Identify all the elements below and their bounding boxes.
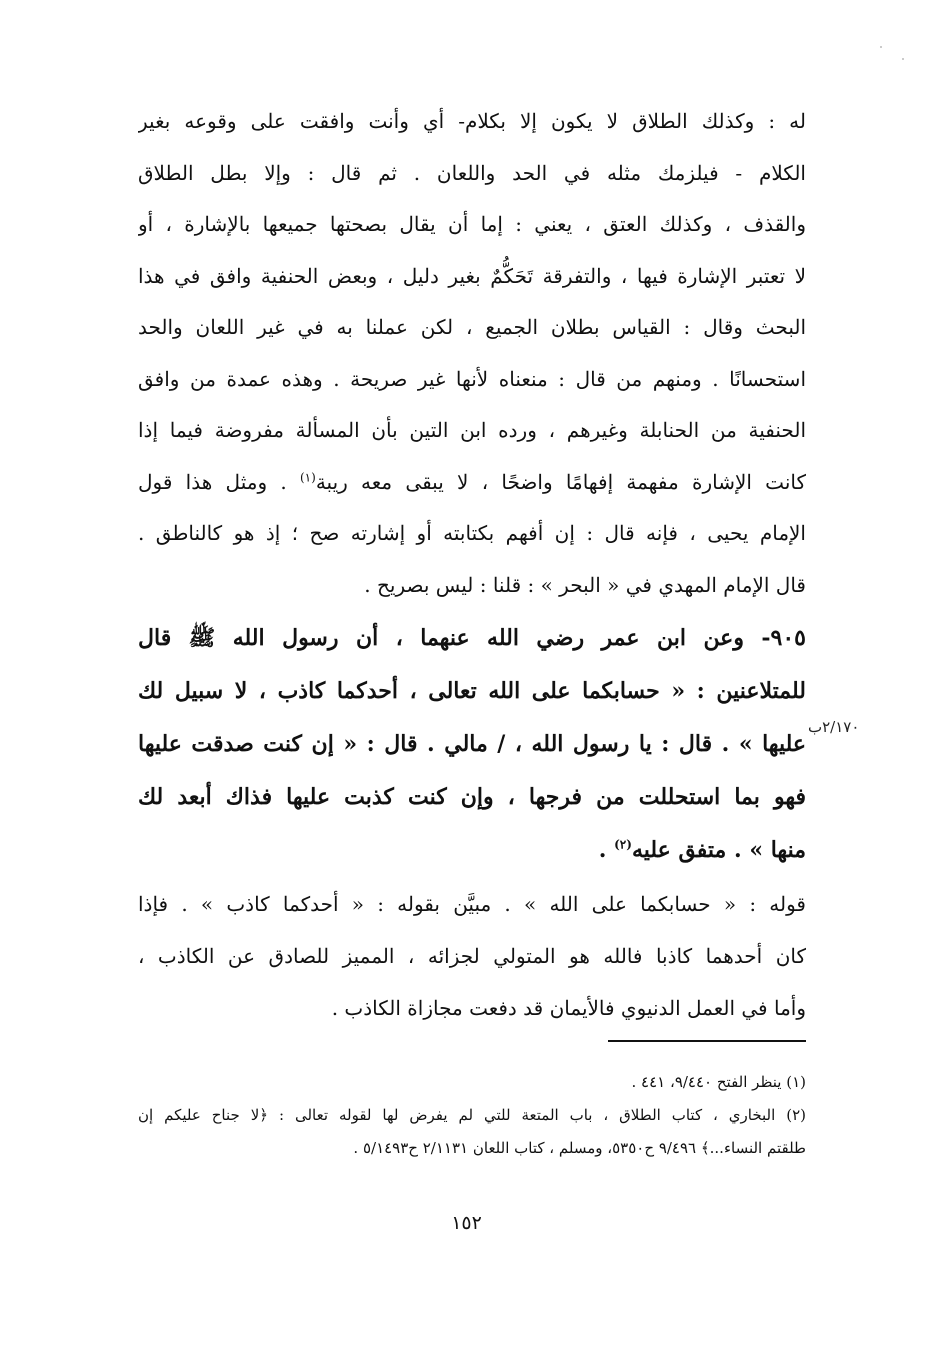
hadith-line: فهو بما استحللت من فرجها ، وإن كنت كذبت عليها فذاك أبعد لك — [138, 784, 806, 810]
text-line: قال الإمام المهدي في « البحر » : قلنا : ليس بصريح . — [364, 572, 806, 597]
commentary-paragraph — [138, 878, 806, 1034]
hadith-line: ٩٠٥- وعن ابن عمر رضي الله عنهما ، أن رسول الله ﷺ قال — [138, 625, 806, 651]
text-line: استحسانًا . ومنهم من قال : منعناه لأنها غير صريحة . وهذه عمدة من وافق — [138, 366, 806, 391]
text-line: والقذف ، وكذلك العتق ، يعني : إما أن يقال بصحتها جميعها بالإشارة ، أو — [138, 212, 806, 236]
text-line: الإمام يحيى ، فإنه قال : إن أفهم بكتابته أو إشارته صح ؛ إذ هو كالناطق . — [138, 521, 806, 545]
text-line: الكلام - فيلزمك مثله في الحد واللعان . ثم قال : وإلا بطل الطلاق — [138, 160, 806, 185]
text-line: الحنفية من الحنابلة وغيرهم ، ورده ابن التين بأن المسألة مفروضة فيما إذا — [138, 418, 806, 442]
footnote-1: (١) ينظر الفتح ٩/٤٤٠، ٤٤١ . — [631, 1073, 806, 1091]
text-line: كان أحدهما كاذبا فالله هو المتولي لجزائه ، المميز للصادق عن الكاذب ، — [138, 944, 806, 968]
footnote-separator — [608, 1040, 806, 1042]
text-line: له : وكذلك الطلاق لا يكون إلا بكلام- أي وأنت وافقت على وقوعه بغير — [138, 109, 806, 133]
text-segment: منها » . متفق عليه — [631, 837, 806, 863]
text-line: قوله : « حسابكما على الله » . مبيَّن بقوله : « أحدكما كاذب » . فإذا — [138, 892, 806, 916]
text-line: لا تعتبر الإشارة فيها ، والتفرقة تَحَكُّمٌ بغير دليل ، وبعض الحنفية وافق في هذا — [138, 263, 806, 288]
footnote-marker: (١) — [299, 469, 316, 484]
text-line: البحث وقال : القياس بطلان الجميع ، لكن عملنا به في غير اللعان والحد — [138, 315, 806, 339]
text-segment: كانت الإشارة مفهمة إفهامًا واضحًا ، لا يبقى معه ريبة — [315, 469, 806, 494]
footnote-2: (٢) البخاري ، كتاب الطلاق ، باب المتعة للتي لم يفرض لها لقوله تعالى : ﴿لا جناح عليكم إن — [138, 1106, 806, 1124]
footnotes — [138, 1066, 806, 1165]
scan-speck — [902, 58, 904, 60]
text-line: وأما في العمل الدنيوي فالأيمان قد دفعت مجازاة الكاذب . — [331, 996, 806, 1020]
hadith-line: عليها » . قال : يا رسول الله ، / مالي . قال : « إن كنت صدقت عليها — [138, 731, 806, 757]
manuscript-margin-reference: ٢/١٧٠ب — [808, 718, 860, 736]
text-segment: . — [598, 837, 615, 863]
hadith-line: للمتلاعنين : « حسابكما على الله تعالى ، أحدكما كاذب ، لا سبيل لك — [138, 678, 806, 704]
hadith-line-with-footnote — [138, 824, 806, 877]
footnote-2-continued: طلقتم النساء...﴾ ٩/٤٩٦ ح٥٣٥٠، ومسلم ، كتاب اللعان ٢/١١٣١ ح٥/١٤٩٣ . — [353, 1139, 806, 1157]
text-segment: . ومثل هذا قول — [138, 469, 300, 494]
body-paragraph — [138, 96, 806, 611]
scan-speck — [880, 46, 882, 48]
text-line-with-footnote — [138, 457, 806, 509]
hadith-paragraph — [138, 612, 806, 877]
footnote-marker: (٢) — [614, 837, 632, 852]
page-number: ١٥٢ — [451, 1212, 482, 1234]
